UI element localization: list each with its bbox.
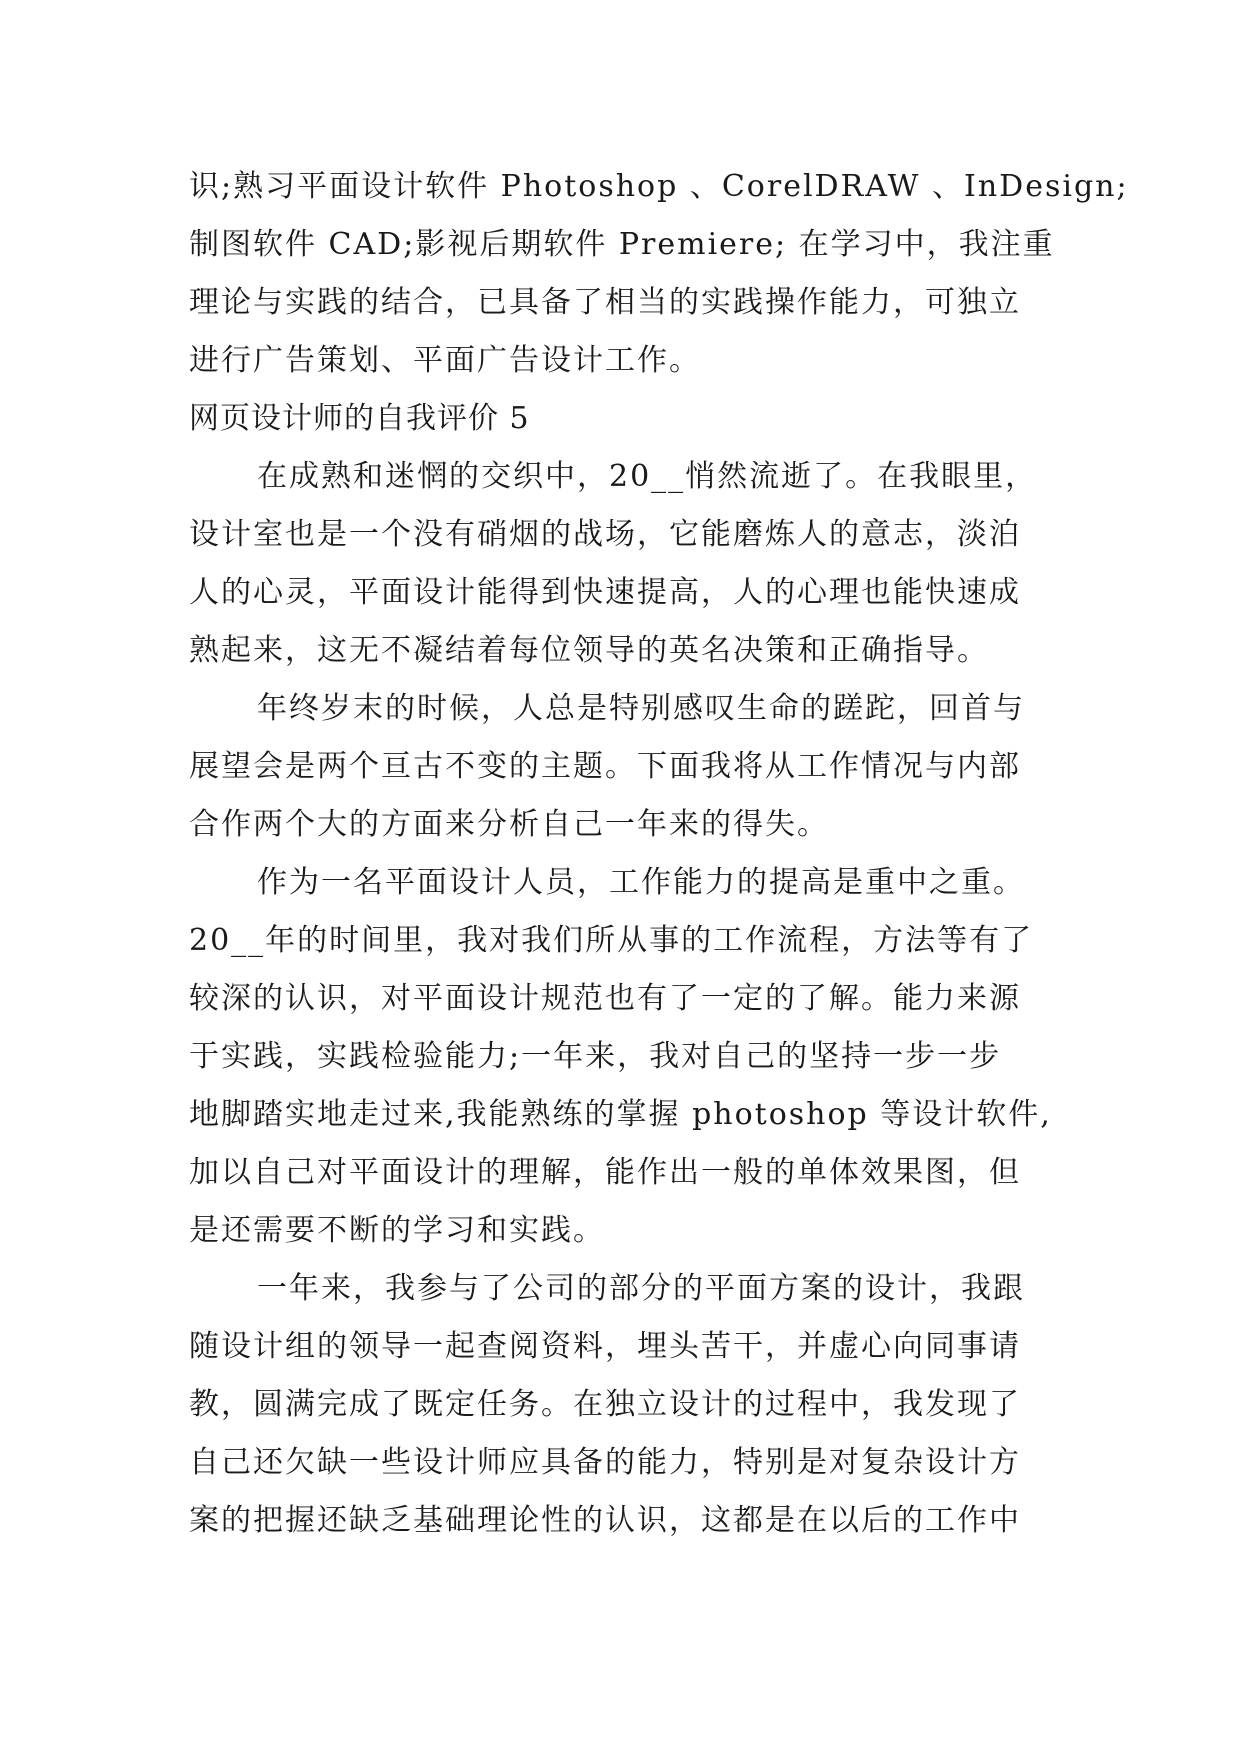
- text-line: 一年来，我参与了公司的部分的平面方案的设计，我跟: [257, 1271, 1025, 1306]
- text-line: 教，圆满完成了既定任务。在独立设计的过程中，我发现了: [189, 1387, 1021, 1422]
- text-line: 在成熟和迷惘的交织中，20__悄然流逝了。在我眼里，: [257, 459, 1038, 494]
- text-line: 是还需要不断的学习和实践。: [189, 1213, 605, 1248]
- text-line: 人的心灵，平面设计能得到快速提高，人的心理也能快速成: [189, 575, 1021, 610]
- text-line: 进行广告策划、平面广告设计工作。: [189, 343, 701, 378]
- document-body: [189, 158, 1129, 1550]
- text-line: 自己还欠缺一些设计师应具备的能力，特别是对复杂设计方: [189, 1445, 1021, 1480]
- text-line: 理论与实践的结合，已具备了相当的实践操作能力，可独立: [189, 285, 1021, 320]
- paragraph-4: [189, 1260, 1069, 1550]
- section-title: 网页设计师的自我评价 5: [189, 401, 530, 436]
- paragraph-2: [189, 680, 1069, 854]
- text-line: 合作两个大的方面来分析自己一年来的得失。: [189, 807, 829, 842]
- paragraph-1: [189, 448, 1069, 680]
- text-line: 熟起来，这无不凝结着每位领导的英名决策和正确指导。: [189, 633, 989, 668]
- text-line: 设计室也是一个没有硝烟的战场，它能磨炼人的意志，淡泊: [189, 517, 1021, 552]
- text-line: 展望会是两个亘古不变的主题。下面我将从工作情况与内部: [189, 749, 1021, 784]
- paragraph-3: [189, 854, 1069, 1260]
- text-line: 较深的认识，对平面设计规范也有了一定的了解。能力来源: [189, 981, 1021, 1016]
- text-line: 随设计组的领导一起查阅资料，埋头苦干，并虚心向同事请: [189, 1329, 1021, 1364]
- text-line: 20__年的时间里，我对我们所从事的工作流程，方法等有了: [189, 923, 1034, 958]
- text-line: 加以自己对平面设计的理解，能作出一般的单体效果图，但: [189, 1155, 1021, 1190]
- text-line: 制图软件 CAD;影视后期软件 Premiere; 在学习中，我注重: [189, 227, 1055, 262]
- text-line: 识;熟习平面设计软件 Photoshop 、CorelDRAW 、InDesign;: [189, 169, 1129, 204]
- text-line: 案的把握还缺乏基础理论性的认识，这都是在以后的工作中: [189, 1503, 1021, 1538]
- intro-paragraph: [189, 158, 1129, 390]
- text-line: 于实践，实践检验能力;一年来，我对自己的坚持一步一步: [189, 1039, 1002, 1074]
- text-line: 地脚踏实地走过来,我能熟练的掌握 photoshop 等设计软件,: [189, 1097, 1052, 1132]
- text-line: 年终岁末的时候，人总是特别感叹生命的蹉跎，回首与: [257, 691, 1025, 726]
- text-line: 作为一名平面设计人员，工作能力的提高是重中之重。: [257, 865, 1025, 900]
